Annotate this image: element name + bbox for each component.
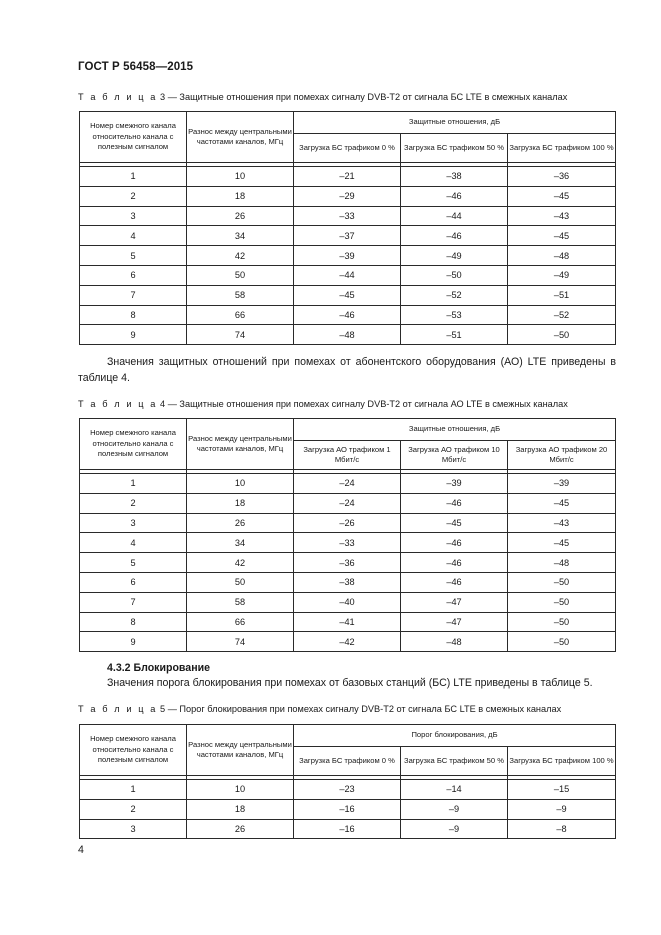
table-row [80,612,616,632]
table-cell: –48 [508,553,616,573]
table-row [80,632,616,652]
table-cell: 9 [80,632,187,652]
page-number: 4 [78,844,84,856]
table5-header-load-100: Загрузка БС трафиком 100 % [508,747,616,776]
table-cell: –24 [294,493,401,513]
table-cell: –52 [401,285,508,305]
table-cell: –16 [294,799,401,819]
table-cell: –45 [294,285,401,305]
table-cell: –41 [294,612,401,632]
table-cell: –45 [508,533,616,553]
table-cell: –23 [294,780,401,800]
table-row [80,533,616,553]
table-cell: –48 [508,246,616,266]
table-cell: 50 [187,572,294,592]
table-cell: 66 [187,612,294,632]
table-cell: 7 [80,285,187,305]
table3-header-load-0: Загрузка БС трафиком 0 % [294,134,401,163]
table-cell: –37 [294,226,401,246]
table-cell: –40 [294,592,401,612]
table-cell: –50 [508,572,616,592]
table-cell: 6 [80,265,187,285]
table5-header-load-50: Загрузка БС трафиком 50 % [401,747,508,776]
table-cell: 34 [187,533,294,553]
table-cell: –43 [508,513,616,533]
table-row [80,206,616,226]
table-cell: 18 [187,493,294,513]
table-cell: 26 [187,819,294,839]
table-cell: –29 [294,186,401,206]
table-cell: 58 [187,285,294,305]
table-cell: 3 [80,206,187,226]
table-cell: –51 [401,325,508,345]
table-cell: 4 [80,533,187,553]
table-row [80,572,616,592]
table-cell: –53 [401,305,508,325]
table-cell: 26 [187,206,294,226]
table-row [80,285,616,305]
table4-header-load-10: Загрузка АО трафиком 10 Мбит/с [401,441,508,470]
table-cell: –15 [508,780,616,800]
table-cell: 18 [187,186,294,206]
paragraph-ao-reference [78,354,616,386]
table4-header-channel-number: Номер смежного канала относительно канала с полезным сигналом [80,419,187,470]
table-cell: –46 [401,553,508,573]
table-cell: –46 [294,305,401,325]
table-row [80,226,616,246]
table-row [80,799,616,819]
table5-caption-text: 5 — Порог блокирования при помехах сигналу DVB-T2 от сигнала БС LTE в смежных каналах [160,704,562,714]
table4-header-load-1: Загрузка АО трафиком 1 Мбит/с [294,441,401,470]
table-cell: –49 [401,246,508,266]
table-cell: –50 [508,592,616,612]
table5-caption-label: Т а б л и ц а [78,704,158,714]
table-cell: –51 [508,285,616,305]
table-cell: –39 [401,474,508,494]
table3-header-group: Защитные отношения, дБ [294,112,616,134]
table-row [80,186,616,206]
table-cell: 7 [80,592,187,612]
table-row [80,167,616,187]
table-cell: –33 [294,206,401,226]
table3 [79,111,616,345]
table-cell: 58 [187,592,294,612]
table5-caption [78,704,561,714]
table4 [79,418,616,652]
table-cell: 5 [80,246,187,266]
table-row [80,474,616,494]
table-cell: –36 [508,167,616,187]
table3-header-channel-number: Номер смежного канала относительно канала с полезным сигналом [80,112,187,163]
document-header: ГОСТ Р 56458—2015 [78,61,194,73]
table5-header-group: Порог блокирования, дБ [294,725,616,747]
table-cell: –46 [401,493,508,513]
section-title-blocking: 4.3.2 Блокирование [107,662,211,674]
table5-header-load-0: Загрузка БС трафиком 0 % [294,747,401,776]
table-cell: –45 [508,226,616,246]
table-cell: –45 [401,513,508,533]
table-cell: –50 [508,325,616,345]
table-cell: 42 [187,553,294,573]
table5 [79,724,616,839]
table-cell: –39 [294,246,401,266]
table-cell: 3 [80,819,187,839]
table-cell: 1 [80,167,187,187]
table-row [80,513,616,533]
table-cell: –16 [294,819,401,839]
table-cell: –33 [294,533,401,553]
table-row [80,493,616,513]
table-cell: 18 [187,799,294,819]
paragraph-ao-reference-text: Значения защитных отношений при помехах от абонентского оборудования (АО) LTE приведены в таблице 4. [78,356,616,384]
table4-caption-text: 4 — Защитные отношения при помехах сигналу DVB-T2 от сигнала АО LTE в смежных каналах [160,399,568,409]
table-cell: –38 [401,167,508,187]
table-cell: –45 [508,493,616,513]
table-cell: 8 [80,612,187,632]
table-cell: –48 [294,325,401,345]
table-row [80,265,616,285]
table3-header-frequency-spacing: Разнос между центральными частотами каналов, МГц [187,112,294,163]
table4-header-frequency-spacing: Разнос между центральными частотами каналов, МГц [187,419,294,470]
table-cell: 74 [187,632,294,652]
table3-caption-text: 3 — Защитные отношения при помехах сигналу DVB-T2 от сигнала БС LTE в смежных каналах [160,92,568,102]
table-cell: 1 [80,780,187,800]
table-cell: –46 [401,533,508,553]
table-cell: –14 [401,780,508,800]
table-cell: –9 [401,819,508,839]
table-cell: 6 [80,572,187,592]
table-cell: 5 [80,553,187,573]
table-cell: –47 [401,592,508,612]
table-cell: –44 [294,265,401,285]
table-cell: –38 [294,572,401,592]
table-cell: 10 [187,167,294,187]
table-cell: –39 [508,474,616,494]
table5-header-channel-number: Номер смежного канала относительно канала с полезным сигналом [80,725,187,776]
table-row [80,819,616,839]
table-cell: –43 [508,206,616,226]
table-cell: 10 [187,780,294,800]
table-row [80,780,616,800]
table-cell: –36 [294,553,401,573]
table-cell: –9 [508,799,616,819]
table-cell: –46 [401,226,508,246]
table-cell: –46 [401,572,508,592]
table-cell: –44 [401,206,508,226]
table-cell: –49 [508,265,616,285]
table-cell: 66 [187,305,294,325]
table-cell: 3 [80,513,187,533]
table-cell: 9 [80,325,187,345]
table4-caption-label: Т а б л и ц а [78,399,158,409]
table-row [80,305,616,325]
table3-caption-label: Т а б л и ц а [78,92,158,102]
table-cell: 1 [80,474,187,494]
table-cell: –50 [401,265,508,285]
table5-header-frequency-spacing: Разнос между центральными частотами каналов, МГц [187,725,294,776]
table-cell: –42 [294,632,401,652]
table-cell: 8 [80,305,187,325]
table3-header-load-50: Загрузка БС трафиком 50 % [401,134,508,163]
table-cell: –52 [508,305,616,325]
table-row [80,553,616,573]
table-cell: –8 [508,819,616,839]
table-row [80,246,616,266]
table-cell: –48 [401,632,508,652]
table-cell: 74 [187,325,294,345]
table-cell: 42 [187,246,294,266]
table-row [80,325,616,345]
table-cell: 26 [187,513,294,533]
table-row [80,592,616,612]
table-cell: 2 [80,493,187,513]
table4-header-load-20: Загрузка АО трафиком 20 Мбит/с [508,441,616,470]
table-cell: 2 [80,799,187,819]
table-cell: 2 [80,186,187,206]
table-cell: –45 [508,186,616,206]
table-cell: 50 [187,265,294,285]
table-cell: 4 [80,226,187,246]
section-body-blocking: Значения порога блокирования при помехах от базовых станций (БС) LTE приведены в таблице 5. [107,677,593,689]
table-cell: –21 [294,167,401,187]
table-cell: –46 [401,186,508,206]
table-cell: 34 [187,226,294,246]
table3-header-load-100: Загрузка БС трафиком 100 % [508,134,616,163]
table-cell: –50 [508,612,616,632]
table4-caption [78,399,568,409]
table-cell: –50 [508,632,616,652]
table-cell: –24 [294,474,401,494]
table-cell: –9 [401,799,508,819]
table3-caption [78,92,567,102]
table-cell: –26 [294,513,401,533]
table-cell: –47 [401,612,508,632]
table-cell: 10 [187,474,294,494]
table4-header-group: Защитные отношения, дБ [294,419,616,441]
